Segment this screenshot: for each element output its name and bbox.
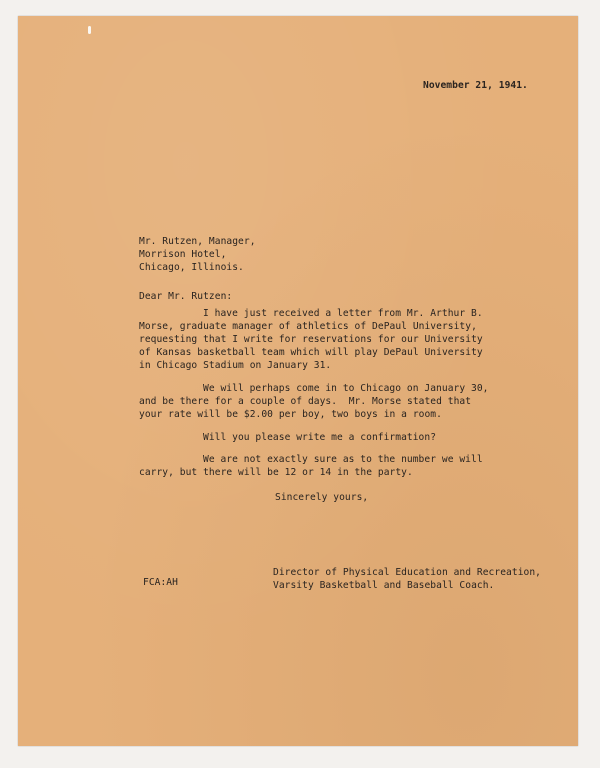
recipient-line-2: Morrison Hotel,	[139, 249, 227, 260]
typist-initials: FCA:AH	[143, 577, 178, 588]
body-p1-line-5: in Chicago Stadium on January 31.	[139, 360, 332, 371]
body-p3-line-1: Will you please write me a confirmation?	[203, 432, 437, 443]
letter-paper	[18, 16, 578, 746]
paper-blemish	[88, 26, 91, 34]
body-p4-line-2: carry, but there will be 12 or 14 in the party.	[139, 467, 413, 478]
signature-title-line-2: Varsity Basketball and Baseball Coach.	[273, 580, 495, 591]
body-p4-line-1: We are not exactly sure as to the number we will	[203, 454, 483, 465]
letter-date: November 21, 1941.	[423, 80, 528, 91]
recipient-line-3: Chicago, Illinois.	[139, 262, 244, 273]
salutation: Dear Mr. Rutzen:	[139, 291, 233, 302]
body-p1-line-2: Morse, graduate manager of athletics of DePaul University,	[139, 321, 477, 332]
body-p2-line-3: your rate will be $2.00 per boy, two boys in a room.	[139, 409, 442, 420]
recipient-line-1: Mr. Rutzen, Manager,	[139, 236, 256, 247]
closing: Sincerely yours,	[275, 492, 369, 503]
body-p1-line-1: I have just received a letter from Mr. Arthur B.	[203, 308, 483, 319]
body-p1-line-4: of Kansas basketball team which will play DePaul University	[139, 347, 483, 358]
body-p2-line-1: We will perhaps come in to Chicago on January 30,	[203, 383, 489, 394]
body-p2-line-2: and be there for a couple of days. Mr. Morse stated that	[139, 396, 472, 407]
signature-title-line-1: Director of Physical Education and Recreation,	[273, 567, 541, 578]
body-p1-line-3: requesting that I write for reservations for our University	[139, 334, 483, 345]
